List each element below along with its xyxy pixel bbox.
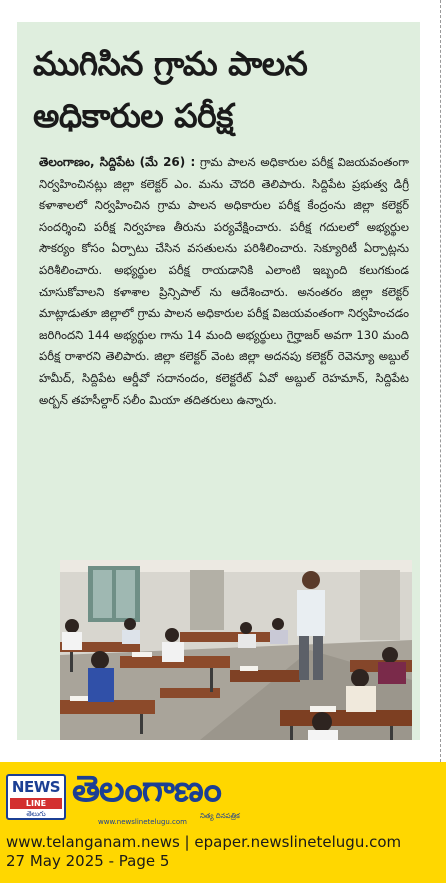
article-body — [39, 152, 409, 547]
newsline-logo-mid: LINE — [10, 798, 62, 809]
masthead-footer — [0, 762, 446, 883]
newsline-logo-bottom: తెలుగు — [26, 810, 46, 818]
article-body-text: గ్రామ పాలన అధికారుల పరీక్ష విజయవంతంగా నిర్వహించినట్లు జిల్లా కలెక్టర్ ఎం. మను చౌదరి తెలిపారు. సిద్దిపేట ప్రభుత్వ డిగ్రీ కళాశాలలో నిర్వహించిన గ్రామ పాలన అధికారుల పరీక్ష కేంద్రంను జిల్లా కలెక్టర్ సందర్శించి పరీక్ష నిర్వహణ తీరును పర్యవేక్షించారు. పరీక్ష గదులలో అభ్యర్థుల సౌకర్యం కోసం ఏర్పాటు చేసిన వసతులను పరిశీలించారు. సెక్యూరిటీ ఏర్పాట్లను పరిశీలించారు. అభ్యర్థుల పరీక్ష రాయడానికి ఎలాంటి ఇబ్బంది కలుగకుండ చూసుకోవాలని కళాశాల ప్రిన్సిపాల్ ను ఆదేశించారు. అనంతరం జిల్లా కలెక్టర్ మాట్లాడుతూ జిల్లాలో గ్రామ పాలన అధికారుల పరీక్ష విజయవంతంగా నిర్వహించడం జరిగిందని 144 అభ్యర్థుల గాను 14 మంది అభ్యర్థులు గైర్హాజర్ అవగా 130 మంది పరీక్ష రాశారని తెలిపారు. జిల్లా కలెక్టర్ వెంట జిల్లా అదనపు కలెక్టర్ రెవెన్యూ అబ్దుల్ హమీద్, సిద్దిపేట ఆర్డీవో సదానందం, కలెక్టరేట్ ఏవో అబ్దుల్ రెహమాన్, సిద్దిపేట అర్బన్ తహసీల్దార్ సలీం మియా తదితరులు ఉన్నారు. — [39, 155, 409, 407]
brand-url: www.newslinetelugu.com — [98, 818, 187, 826]
footer-website-links: www.telanganam.news | epaper.newslinetelugu.com — [6, 833, 402, 851]
page-column-separator — [440, 0, 441, 762]
newsline-logo — [6, 774, 66, 820]
article-dateline: తెలంగాణం, సిద్దిపేట (మే 26) : — [39, 155, 196, 169]
exam-hall-photo — [60, 560, 412, 740]
article-headline: ముగిసిన గ్రామ పాలన అధికారుల పరీక్ష — [33, 44, 308, 135]
newsline-logo-top: NEWS — [11, 778, 61, 796]
footer-date-page: 27 May 2025 - Page 5 — [6, 852, 170, 870]
exam-hall-photo-illustration — [60, 560, 412, 740]
brand-tagline: నిత్య దినపత్రిక — [200, 812, 240, 820]
news-article — [17, 22, 420, 740]
telanganam-brand-name: తెలంగాణం — [72, 769, 221, 810]
